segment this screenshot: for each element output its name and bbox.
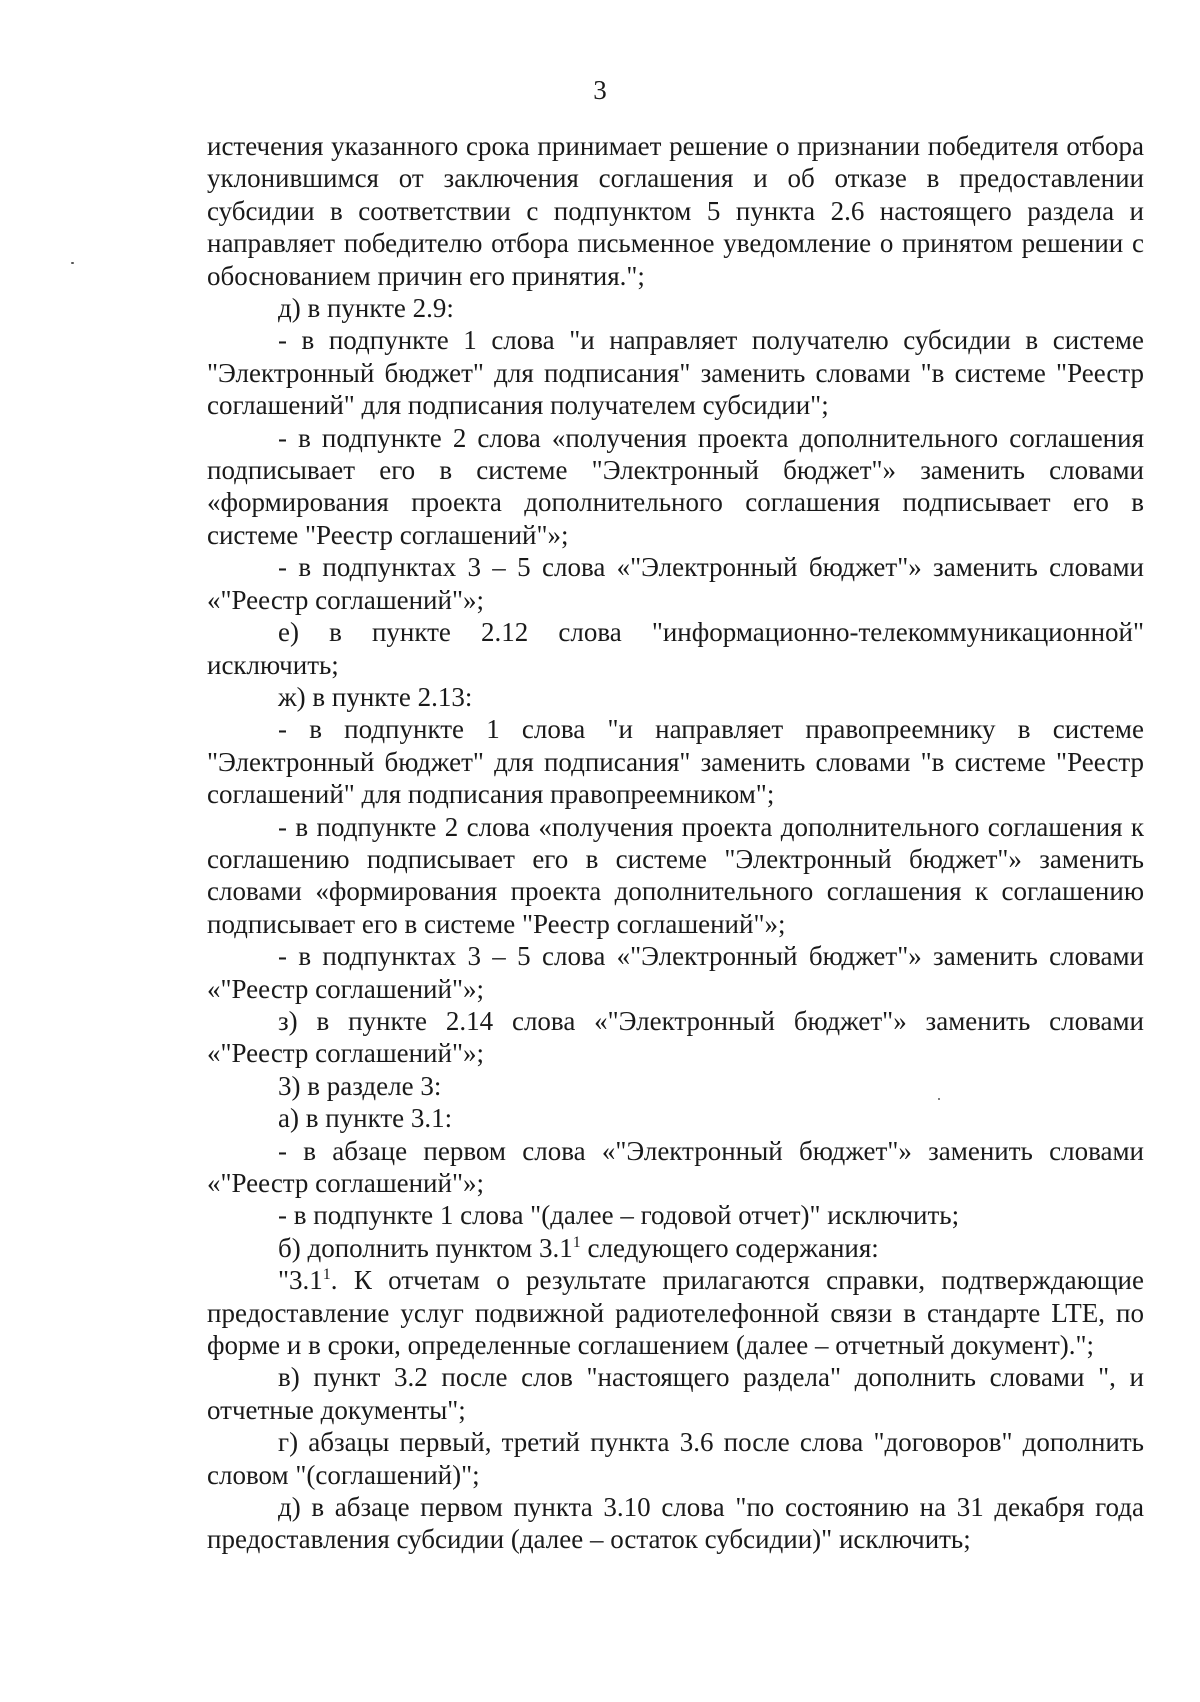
paragraph-subitem: - в подпунктах 3 – 5 слова «"Электронный бюджет"» заменить словами «"Реестр соглашений"»; bbox=[207, 941, 1144, 1004]
paragraph-text-after: следующего содержания: bbox=[580, 1232, 879, 1263]
paragraph-item-a-3-1: а) в пункте 3.1: bbox=[278, 1103, 453, 1134]
scan-artifact bbox=[71, 262, 74, 264]
paragraph-section-3: 3) в разделе 3: bbox=[278, 1070, 442, 1101]
paragraph-text-after: . К отчетам о результате прилагаются справки, подтверждающие предоставление услуг подвижной радиотелефонной связи в стандарте LTE, по форме и в сроки, определенные соглашением (далее – отчетный документ)."; bbox=[207, 1265, 1144, 1361]
paragraph-subitem: - в подпункте 1 слова "и направляет правопреемнику в системе "Электронный бюджет" для подписания" заменить словами "в системе "Реестр соглашений" для подписания правопреемником"; bbox=[207, 714, 1144, 810]
paragraph-item-v-3-2: в) пункт 3.2 после слов "настоящего раздела" дополнить словами ", и отчетные документы"; bbox=[207, 1362, 1144, 1425]
paragraph-continuation: истечения указанного срока принимает решение о признании победителя отбора уклонившимся от заключения соглашения и об отказе в предоставлении субсидии в соответствии с подпунктом 5 пункта 2.6 настоящего раздела и направляет победителю отбора письменное уведомление о принятом решении с обоснованием причин его принятия."; bbox=[207, 131, 1144, 291]
paragraph-item-g-3-6: г) абзацы первый, третий пункта 3.6 после слова "договоров" дополнить словом "(соглашений)"; bbox=[207, 1427, 1144, 1490]
scan-artifact bbox=[938, 1098, 940, 1100]
paragraph-subitem: - в подпункте 2 слова «получения проекта дополнительного соглашения к соглашению подписывает его в системе "Электронный бюджет"» заменить словами «формирования проекта дополнительного соглашения к соглашению подписывает его в системе "Реестр соглашений"»; bbox=[207, 811, 1144, 939]
paragraph-text-before: "3.1 bbox=[278, 1265, 323, 1296]
paragraph-subitem: - в подпункте 2 слова «получения проекта дополнительного соглашения подписывает его в системе "Электронный бюджет"» заменить словами «формирования проекта дополнительного соглашения подписывает его в системе "Реестр соглашений"»; bbox=[207, 422, 1144, 550]
paragraph-quote-3-1-1 bbox=[207, 1264, 1144, 1361]
paragraph-subitem: - в подпунктах 3 – 5 слова «"Электронный бюджет"» заменить словами «"Реестр соглашений"»; bbox=[207, 552, 1144, 615]
superscript: 1 bbox=[322, 1266, 331, 1284]
paragraph-item-z-2-14: з) в пункте 2.14 слова «"Электронный бюджет"» заменить словами «"Реестр соглашений"»; bbox=[207, 1005, 1144, 1069]
paragraph-item-b-3-1-1 bbox=[207, 1232, 1144, 1264]
paragraph-item-d-3-10: д) в абзаце первом пункта 3.10 слова "по состоянию на 31 декабря года предоставления субсидии (далее – остаток субсидии)" исключить; bbox=[207, 1492, 1144, 1555]
paragraph-subitem: - в абзаце первом слова «"Электронный бюджет"» заменить словами «"Реестр соглашений"»; bbox=[207, 1135, 1144, 1198]
paragraph-item-e-2-12: е) в пункте 2.12 слова "информационно-телекоммуникационной" исключить; bbox=[207, 617, 1144, 680]
superscript: 1 bbox=[572, 1233, 581, 1251]
paragraph-text-before: б) дополнить пунктом 3.1 bbox=[278, 1232, 573, 1263]
paragraph-subitem: - в подпункте 1 слова "(далее – годовой отчет)" исключить; bbox=[278, 1200, 960, 1231]
paragraph-item-d-2-9: д) в пункте 2.9: bbox=[278, 293, 454, 324]
paragraph-item-zh-2-13: ж) в пункте 2.13: bbox=[278, 681, 473, 712]
page-number: 3 bbox=[593, 75, 607, 105]
document-body bbox=[207, 130, 1144, 1556]
paragraph-subitem: - в подпункте 1 слова "и направляет получателю субсидии в системе "Электронный бюджет" для подписания" заменить словами "в системе "Реестр соглашений" для подписания получателем субсидии"; bbox=[207, 325, 1144, 421]
